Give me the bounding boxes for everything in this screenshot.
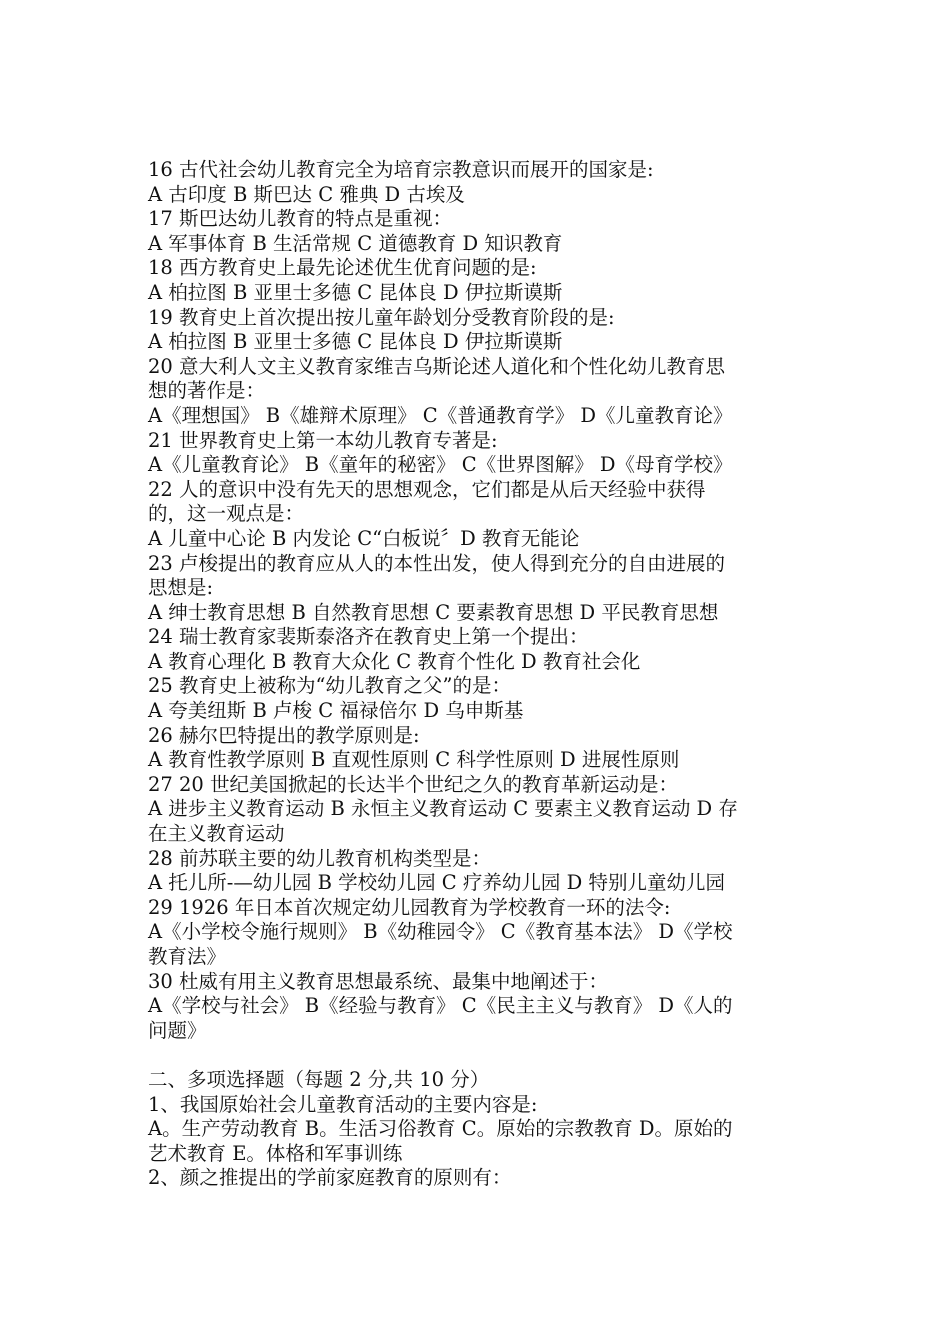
- question-28: 28 前苏联主要的幼儿教育机构类型是：: [148, 846, 492, 870]
- question-16: 16 古代社会幼儿教育完全为培育宗教意识而展开的国家是:: [148, 158, 654, 181]
- section-heading: 二、多项选择题（每题 2 分,共 10 分）: [148, 1067, 490, 1091]
- multi-question-1: 1、我国原始社会儿童教育活动的主要内容是:: [148, 1092, 538, 1116]
- question-17: 17 斯巴达幼儿教育的特点是重视：: [148, 207, 453, 231]
- question-22-line2: 的，这一观点是：: [148, 502, 305, 526]
- question-30: 30 杜威有用主义教育思想最系统、最集中地阐述于：: [148, 969, 609, 993]
- options-26: A 教育性教学原则 B 直观性原则 C 科学性原则 D 进展性原则: [148, 748, 680, 772]
- options-30-line1: A《学校与社会》 B《经验与教育》 C《民主主义与教育》 D《人的: [148, 994, 733, 1018]
- options-25: A 夸美纽斯 B 卢梭 C 福禄倍尔 D 乌申斯基: [148, 699, 524, 723]
- options-18: A 柏拉图 B 亚里士多德 C 昆体良 D 伊拉斯谟斯: [148, 280, 563, 304]
- options-27-line1: A 进步主义教育运动 B 永恒主义教育运动 C 要素主义教育运动 D 存: [148, 797, 738, 821]
- options-22: A 儿童中心论 B 内发论 C“白板说〞D 教育无能论: [148, 526, 580, 550]
- section-gap: [148, 1043, 828, 1068]
- options-24: A 教育心理化 B 教育大众化 C 教育个性化 D 教育社会化: [148, 649, 641, 673]
- multi-options-1-line1: A。生产劳动教育 B。生活习俗教育 C。原始的宗教教育 D。原始的: [148, 1117, 733, 1141]
- options-29-line1: A《小学校令施行规则》 B《幼稚园令》 C《教育基本法》 D《学校: [148, 920, 733, 944]
- question-22-line1: 22 人的意识中没有先天的思想观念，它们都是从后天经验中获得: [148, 477, 706, 501]
- options-23: A 绅士教育思想 B 自然教育思想 C 要素教育思想 D 平民教育思想: [148, 600, 719, 624]
- question-23-line2: 思想是:: [148, 576, 214, 600]
- options-30-line2: 问题》: [148, 1018, 207, 1042]
- question-19: 19 教育史上首次提出按儿童年龄划分受教育阶段的是:: [148, 305, 615, 329]
- options-29-line2: 教育法》: [148, 945, 227, 968]
- question-29: 29 1926 年日本首次规定幼儿园教育为学校教育一环的法令:: [148, 895, 671, 919]
- question-24: 24 瑞士教育家裴斯泰洛齐在教育史上第一个提出：: [148, 625, 589, 649]
- options-20: A《理想国》 B《雄辩术原理》 C《普通教育学》 D《儿童教育论》: [148, 403, 733, 427]
- question-25: 25 教育史上被称为“幼儿教育之父”的是：: [148, 674, 511, 698]
- question-20-line2: 想的著作是：: [148, 379, 266, 403]
- multi-question-2: 2、颜之推提出的学前家庭教育的原则有：: [148, 1166, 512, 1190]
- question-18: 18 西方教育史上最先论述优生优育问题的是:: [148, 256, 537, 280]
- multi-options-1-line2: 艺术教育 E。体格和军事训练: [148, 1141, 403, 1165]
- question-26: 26 赫尔巴特提出的教学原则是:: [148, 723, 420, 747]
- options-16: A 古印度 B 斯巴达 C 雅典 D 古埃及: [148, 182, 465, 206]
- question-23-line1: 23 卢梭提出的教育应从人的本性出发，使人得到充分的自由进展的: [148, 551, 726, 575]
- question-20-line1: 20 意大利人文主义教育家维吉乌斯论述人道化和个性化幼儿教育思: [148, 354, 726, 378]
- options-27-line2: 在主义教育运动: [148, 822, 285, 846]
- options-28: A 托儿所-—幼儿园 B 学校幼儿园 C 疗养幼儿园 D 特别儿童幼儿园: [148, 871, 725, 895]
- options-19: A 柏拉图 B 亚里士多德 C 昆体良 D 伊拉斯谟斯: [148, 330, 563, 354]
- document-page: [148, 158, 828, 1191]
- options-17: A 军事体育 B 生活常规 C 道德教育 D 知识教育: [148, 231, 563, 255]
- options-21: A《儿童教育论》 B《童年的秘密》 C《世界图解》 D《母育学校》: [148, 453, 733, 477]
- question-21: 21 世界教育史上第一本幼儿教育专著是:: [148, 428, 498, 452]
- question-27: 27 20 世纪美国掀起的长达半个世纪之久的教育革新运动是：: [148, 772, 679, 796]
